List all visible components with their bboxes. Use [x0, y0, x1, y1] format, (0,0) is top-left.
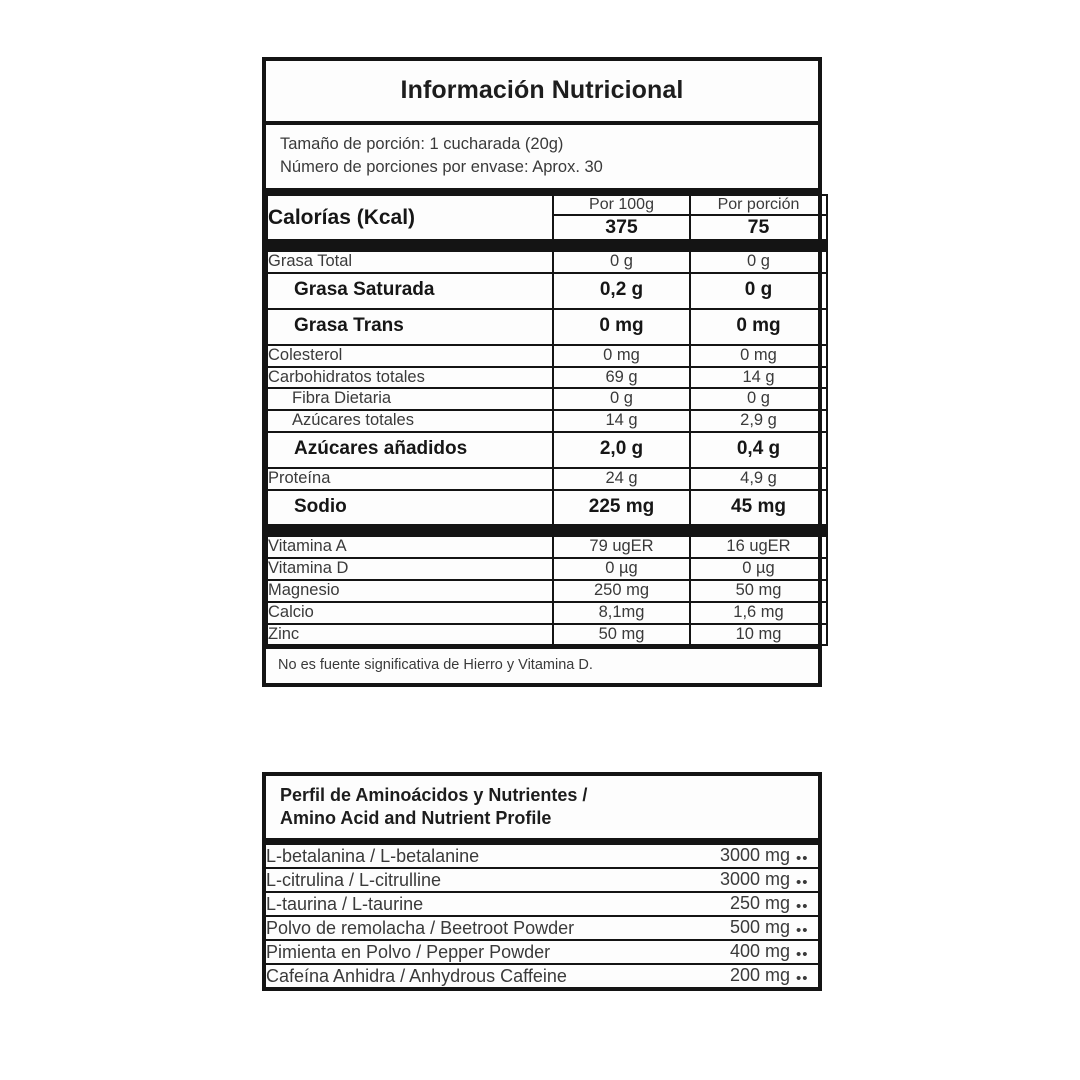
nutrient-per-serving: 0 mg — [690, 309, 827, 345]
nutrient-per-serving: 0 g — [690, 251, 827, 273]
nutrient-per-100g: 50 mg — [553, 624, 690, 646]
amino-heading-line-en: Amino Acid and Nutrient Profile — [280, 808, 552, 829]
footnote-marker-icon: •• — [796, 850, 809, 868]
nutrient-per-100g: 69 g — [553, 367, 690, 389]
table-row — [267, 468, 827, 490]
nutrient-name: Carbohidratos totales — [267, 367, 553, 389]
nutrient-per-serving: 4,9 g — [690, 468, 827, 490]
nutrient-per-100g: 0,2 g — [553, 273, 690, 309]
nutrient-name: Grasa Total — [267, 251, 553, 273]
nutrition-table — [266, 194, 828, 646]
ingredient-name: L-taurina / L-taurine — [266, 892, 666, 916]
page-title: Información Nutricional — [266, 61, 818, 125]
footnote-marker-icon: •• — [796, 874, 809, 892]
amino-acid-table-body — [266, 844, 818, 987]
list-item — [266, 868, 818, 892]
list-item — [266, 844, 818, 868]
nutrient-per-serving: 2,9 g — [690, 410, 827, 432]
calories-per-100g: 375 — [553, 215, 690, 241]
table-row — [267, 388, 827, 410]
nutrient-per-100g: 0 g — [553, 388, 690, 410]
nutrient-per-serving: 0 g — [690, 388, 827, 410]
nutrient-per-100g: 225 mg — [553, 490, 690, 526]
nutrition-table-body — [267, 195, 827, 645]
ingredient-amount: 500 mg — [729, 917, 790, 938]
nutrition-facts-panel — [262, 57, 822, 687]
calories-per-serving: 75 — [690, 215, 827, 241]
nutrient-name: Fibra Dietaria — [267, 388, 553, 410]
nutrient-per-100g: 0 mg — [553, 309, 690, 345]
nutrient-per-100g: 0 g — [553, 251, 690, 273]
calories-header-row — [267, 195, 827, 215]
nutrient-per-100g: 0 µg — [553, 558, 690, 580]
nutrient-name: Zinc — [267, 624, 553, 646]
nutrient-per-100g: 8,1mg — [553, 602, 690, 624]
table-row — [267, 345, 827, 367]
nutrient-per-serving: 1,6 mg — [690, 602, 827, 624]
nutrient-per-100g: 14 g — [553, 410, 690, 432]
table-row — [267, 536, 827, 558]
footnote-marker-icon: •• — [796, 970, 809, 988]
nutrient-per-100g: 24 g — [553, 468, 690, 490]
calories-label: Calorías (Kcal) — [267, 195, 553, 241]
ingredient-amount-cell — [666, 892, 818, 916]
ingredient-amount-cell — [666, 868, 818, 892]
nutrient-per-serving: 0 mg — [690, 345, 827, 367]
table-row — [267, 410, 827, 432]
ingredient-amount: 250 mg — [729, 893, 790, 914]
ingredient-amount: 3000 mg — [719, 869, 790, 890]
ingredient-name: L-citrulina / L-citrulline — [266, 868, 666, 892]
nutrient-name: Grasa Saturada — [267, 273, 553, 309]
table-row — [267, 367, 827, 389]
nutrient-per-100g: 79 ugER — [553, 536, 690, 558]
ingredient-name: Polvo de remolacha / Beetroot Powder — [266, 916, 666, 940]
ingredient-amount-cell — [666, 940, 818, 964]
table-row — [267, 624, 827, 646]
nutrient-per-100g: 2,0 g — [553, 432, 690, 468]
footnote-marker-icon: •• — [796, 922, 809, 940]
nutrient-per-serving: 16 ugER — [690, 536, 827, 558]
nutrient-name: Proteína — [267, 468, 553, 490]
table-row — [267, 309, 827, 345]
footnote-marker-icon: •• — [796, 898, 809, 916]
nutrient-name: Grasa Trans — [267, 309, 553, 345]
ingredient-amount-cell — [666, 844, 818, 868]
footnote-marker-icon: •• — [796, 946, 809, 964]
list-item — [266, 940, 818, 964]
nutrient-name: Magnesio — [267, 580, 553, 602]
nutrient-name: Vitamina D — [267, 558, 553, 580]
nutrient-name: Sodio — [267, 490, 553, 526]
servings-per-container-text: Número de porciones por envase: Aprox. 30 — [280, 157, 603, 176]
nutrient-per-serving: 0 µg — [690, 558, 827, 580]
amino-panel-heading — [266, 776, 818, 843]
nutrient-per-100g: 0 mg — [553, 345, 690, 367]
amino-acid-profile-panel — [262, 772, 822, 991]
table-row — [267, 432, 827, 468]
nutrient-name: Vitamina A — [267, 536, 553, 558]
table-row — [267, 602, 827, 624]
nutrient-per-serving: 0,4 g — [690, 432, 827, 468]
footnote-text: No es fuente significativa de Hierro y Vitamina D. — [266, 646, 818, 682]
nutrient-name: Azúcares totales — [267, 410, 553, 432]
nutrient-per-serving: 0 g — [690, 273, 827, 309]
serving-size-text: Tamaño de porción: 1 cucharada (20g) — [280, 134, 564, 153]
table-row — [267, 273, 827, 309]
ingredient-amount-cell — [666, 964, 818, 987]
amino-acid-table — [266, 843, 818, 987]
nutrient-per-serving: 45 mg — [690, 490, 827, 526]
list-item — [266, 892, 818, 916]
section-separator — [267, 241, 827, 251]
amino-heading-line-es: Perfil de Aminoácidos y Nutrientes / — [280, 785, 588, 805]
table-row — [267, 251, 827, 273]
ingredient-amount-cell — [666, 916, 818, 940]
ingredient-amount: 400 mg — [729, 941, 790, 962]
ingredient-amount: 3000 mg — [719, 845, 790, 866]
nutrient-per-serving: 14 g — [690, 367, 827, 389]
nutrient-per-100g: 250 mg — [553, 580, 690, 602]
section-separator — [267, 526, 827, 536]
nutrient-per-serving: 10 mg — [690, 624, 827, 646]
column-header-per-100g: Por 100g — [553, 195, 690, 215]
ingredient-amount: 200 mg — [729, 965, 790, 986]
nutrient-name: Colesterol — [267, 345, 553, 367]
ingredient-name: Cafeína Anhidra / Anhydrous Caffeine — [266, 964, 666, 987]
list-item — [266, 964, 818, 987]
nutrient-name: Azúcares añadidos — [267, 432, 553, 468]
ingredient-name: L-betalanina / L-betalanine — [266, 844, 666, 868]
list-item — [266, 916, 818, 940]
nutrient-name: Calcio — [267, 602, 553, 624]
table-row — [267, 490, 827, 526]
ingredient-name: Pimienta en Polvo / Pepper Powder — [266, 940, 666, 964]
table-row — [267, 558, 827, 580]
nutrient-per-serving: 50 mg — [690, 580, 827, 602]
serving-info — [266, 125, 818, 195]
table-row — [267, 580, 827, 602]
column-header-per-serving: Por porción — [690, 195, 827, 215]
